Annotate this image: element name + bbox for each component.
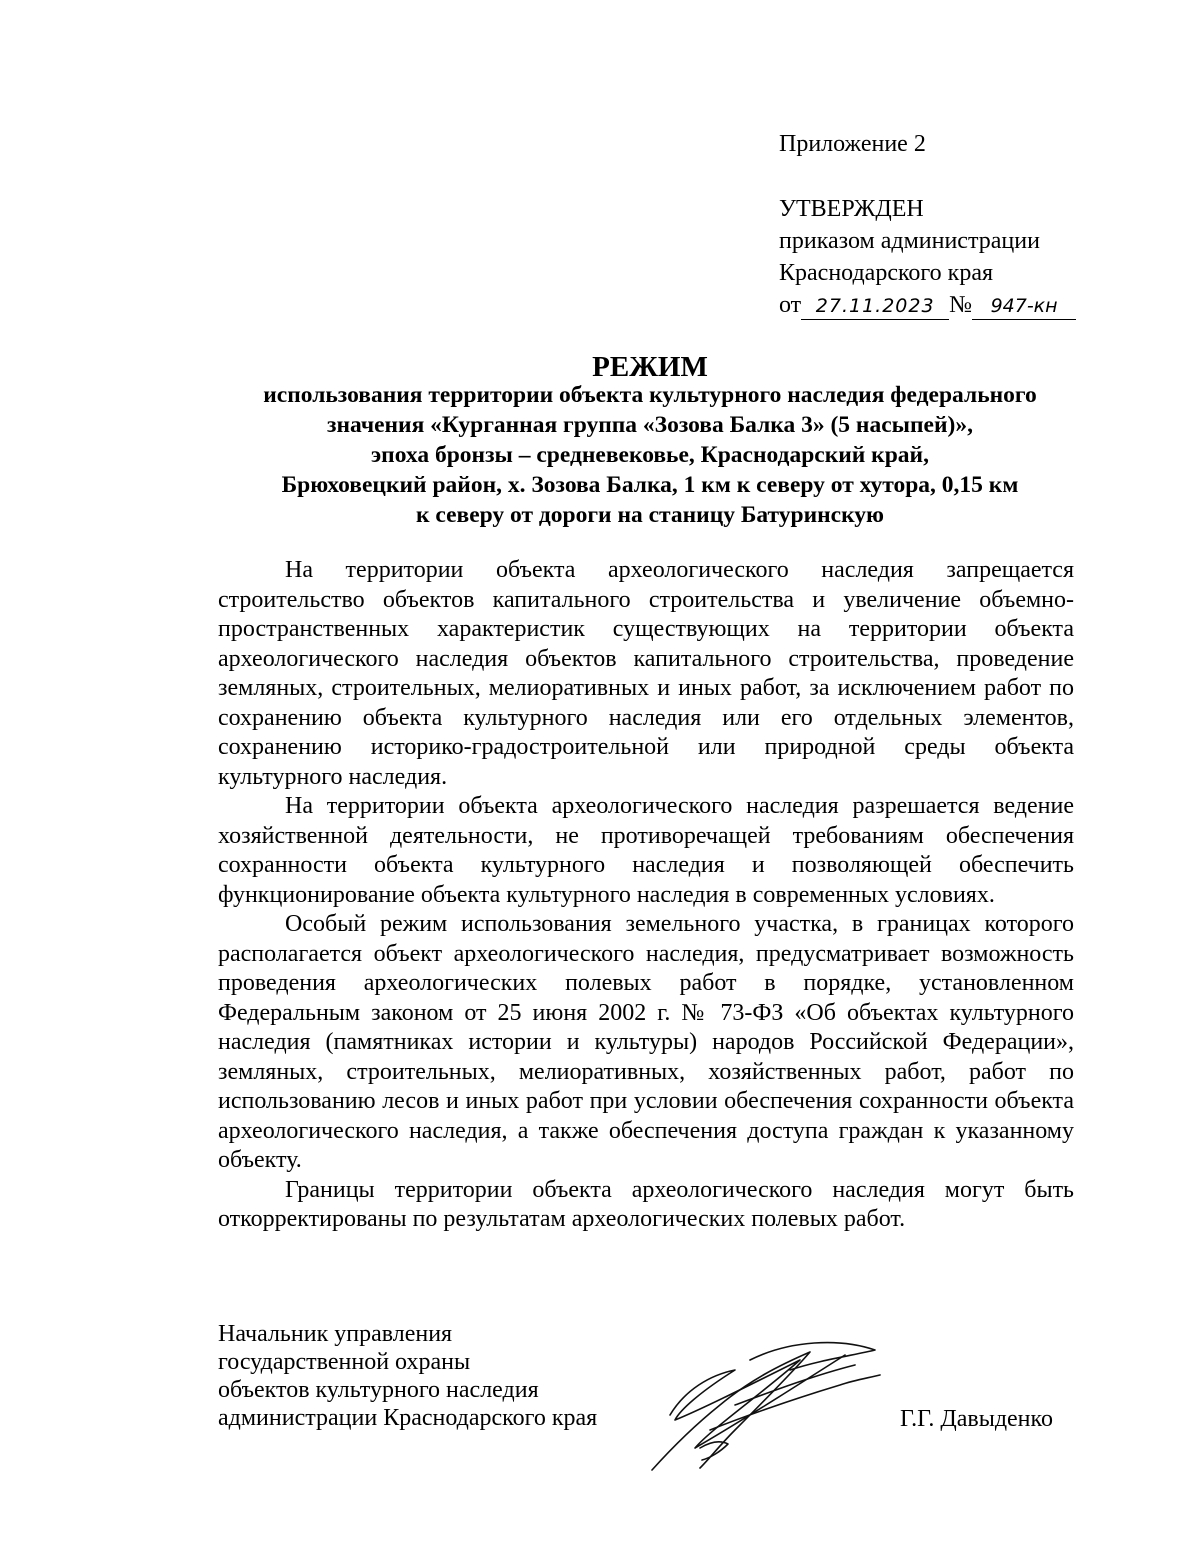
- position-line: объектов культурного наследия: [218, 1377, 539, 1403]
- body-paragraph: На территории объекта археологического наследия разрешается ведение хозяйственной деятельности, не противоречащей требованиям обеспечения сохранности объекта культурного наследия и позволяющей обеспечить функционирование объекта культурного наследия в современных условиях.: [218, 793, 1074, 908]
- signer-name: Г.Г. Давыденко: [900, 1406, 1053, 1432]
- position-line: администрации Краснодарского края: [218, 1405, 598, 1431]
- body-paragraph: На территории объекта археологического наследия запрещается строительство объектов капитального строительства и увеличение объемно-пространственных характеристик существующих на территории объекта археологического наследия объектов капитального строительства, проведение земляных, строительных, мелиоративных и иных работ, за исключением работ по сохранению объекта культурного наследия или его отдельных элементов, сохранению историко-градостроительной или природной среды объекта культурного наследия.: [218, 557, 1074, 790]
- approved-heading: УТВЕРЖДЕН: [779, 196, 924, 222]
- signatory-position: [218, 1320, 597, 1432]
- order-number: 947-кн: [972, 293, 1076, 320]
- subtitle-line: использования территории объекта культурного наследия федерального: [263, 382, 1037, 408]
- approval-line-2: Краснодарского края: [779, 260, 994, 286]
- document-subtitle: [190, 380, 1110, 530]
- document-title: РЕЖИМ: [592, 351, 708, 383]
- subtitle-line: к северу от дороги на станицу Батуринскую: [415, 502, 885, 528]
- position-line: государственной охраны: [218, 1349, 471, 1375]
- order-date: 27.11.2023: [801, 293, 949, 320]
- body-paragraph: Особый режим использования земельного участка, в границах которого располагается объект археологического наследия, предусматривает возможность проведения археологических полевых работ в порядке, установленном Федеральным законом от 25 июня 2002 г. № 73-ФЗ «Об объектах культурного наследия (памятниках истории и культуры) народов Российской Федерации», земляных, строительных, мелиоративных, хозяйственных работ, работ по использованию лесов и иных работ при условии обеспечения сохранности объекта археологического наследия, а также обеспечения доступа граждан к указанному объекту.: [218, 911, 1074, 1173]
- approval-block: [779, 193, 1099, 321]
- document-body: [218, 556, 1074, 1235]
- subtitle-line: Брюховецкий район, х. Зозова Балка, 1 км к северу от хутора, 0,15 км: [281, 472, 1019, 498]
- subtitle-line: значения «Курганная группа «Зозова Балка 3» (5 насыпей)»,: [327, 412, 973, 438]
- body-paragraph: Границы территории объекта археологического наследия могут быть откорректированы по результатам археологических полевых работ.: [218, 1176, 1074, 1232]
- approval-line-1: приказом администрации: [779, 228, 1040, 254]
- subtitle-line: эпоха бронзы – средневековье, Краснодарский край,: [371, 442, 929, 468]
- order-reference: [779, 289, 1099, 321]
- order-from-label: от: [779, 292, 802, 318]
- annex-label: Приложение 2: [779, 131, 926, 157]
- handwritten-signature: [640, 1330, 890, 1480]
- position-line: Начальник управления: [218, 1321, 453, 1347]
- order-number-label: №: [949, 292, 973, 318]
